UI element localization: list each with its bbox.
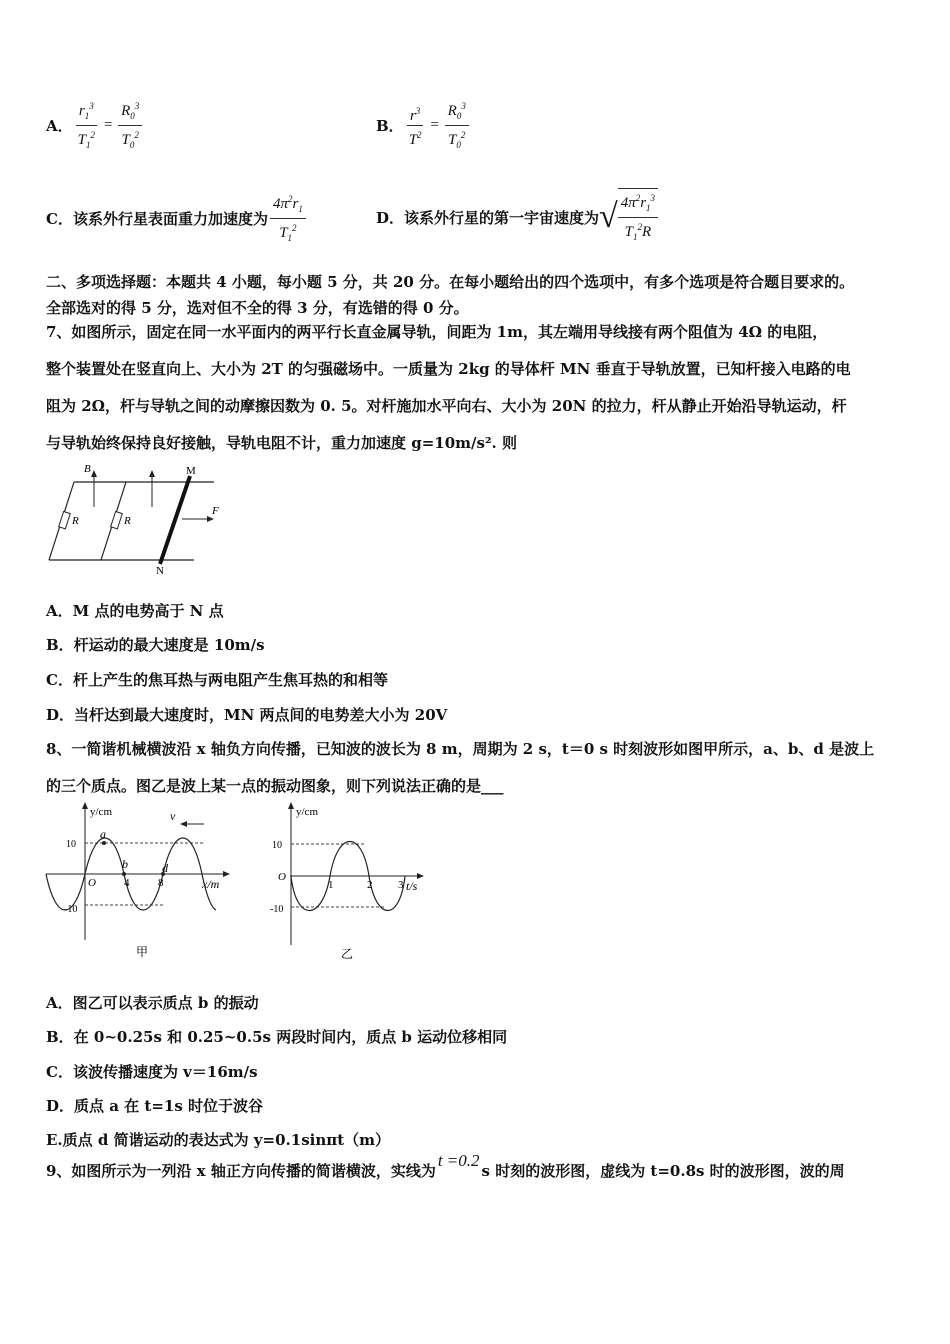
yi-t-arrowhead bbox=[417, 873, 424, 879]
jia-point-b bbox=[122, 872, 126, 876]
jia-x-label: x/m bbox=[202, 877, 220, 891]
q7-m-label: M bbox=[186, 465, 196, 477]
jia-v-label: v bbox=[170, 809, 176, 823]
q7-line2: 整个装置处在竖直向上、大小为 2T 的匀强磁场中。一质量为 2kg 的导体杆 MN 垂直于导轨放置，已知杆接入电路的电 bbox=[46, 360, 851, 378]
q7-r2-label: R bbox=[124, 515, 131, 527]
q6-option-b-formula: $\frac{r^3}{T^2}$ = $\frac{R_0^3}{T_0^2}$ bbox=[404, 97, 471, 154]
section2-line1: 二、多项选择题：本题共 4 小题，每小题 5 分，共 20 分。在每小题给出的四个选项中，有多个选项是符合题目要求的。 bbox=[46, 273, 855, 291]
q6-option-c-label: C．该系外行星表面重力加速度为 bbox=[46, 209, 268, 228]
q6-option-a-formula: $\frac{r_1^3}{T_1^2}$ = $\frac{R_0^3}{T_0^2}$ bbox=[73, 97, 145, 154]
yi-t1-label: 1 bbox=[328, 879, 334, 891]
yi-y-top: 10 bbox=[272, 840, 282, 851]
q8-line2: 的三个质点。图乙是波上某一点的振动图象，则下列说法正确的是___ bbox=[46, 777, 504, 795]
yi-t-label: t/s bbox=[406, 879, 418, 893]
q8-vibration-graph-yi bbox=[264, 800, 434, 965]
q8-option-b[interactable]: B．在 0~0.25s 和 0.25~0.5s 两段时间内，质点 b 运动位移相同 bbox=[46, 1028, 508, 1046]
q7-line4: 与导轨始终保持良好接触，导轨电阻不计，重力加速度 g=10m/s². 则 bbox=[46, 434, 517, 452]
jia-origin: O bbox=[88, 877, 96, 889]
q6-option-a[interactable] bbox=[46, 100, 144, 150]
jia-y-arrowhead bbox=[82, 802, 88, 809]
yi-y-bot: -10 bbox=[270, 904, 284, 915]
q9-t-expr: t =0.2 bbox=[437, 1151, 480, 1170]
q7-line3: 阻为 2Ω，杆与导轨之间的动摩擦因数为 0. 5。对杆施加水平向右、大小为 20N 的拉力，杆从静止开始沿导轨运动，杆 bbox=[46, 397, 847, 415]
q8-option-d[interactable]: D．质点 a 在 t=1s 时位于波谷 bbox=[46, 1097, 263, 1115]
q8-line1: 8、一简谐机械横波沿 x 轴负方向传播，已知波的波长为 8 m，周期为 2 s，t＝0 s 时刻波形如图甲所示，a、b、d 是波上 bbox=[46, 740, 875, 758]
q7-option-d[interactable]: D．当杆达到最大速度时，MN 两点间的电势差大小为 20V bbox=[46, 706, 448, 724]
q7-option-c[interactable]: C．杆上产生的焦耳热与两电阻产生焦耳热的和相等 bbox=[46, 671, 388, 689]
q7-rail-diagram bbox=[44, 462, 224, 577]
jia-point-a bbox=[102, 841, 106, 845]
jia-d-label: d bbox=[162, 861, 168, 875]
yi-t3-label: 3 bbox=[398, 879, 404, 891]
yi-origin: O bbox=[278, 871, 286, 883]
q7-b-label: B bbox=[84, 463, 91, 475]
q7-f-label: F bbox=[212, 505, 219, 517]
q7-b-arrowhead-2 bbox=[149, 470, 155, 477]
q6-option-d-label: D．该系外行星的第一宇宙速度为 bbox=[376, 208, 600, 227]
yi-t2-label: 2 bbox=[367, 879, 373, 891]
q7-n-label: N bbox=[156, 565, 164, 577]
jia-b-label: b bbox=[122, 857, 128, 871]
q6-option-b[interactable] bbox=[376, 100, 471, 150]
jia-x8-label: 8 bbox=[158, 877, 164, 889]
q9-line1 bbox=[46, 1151, 845, 1185]
q7-rod-mn bbox=[160, 476, 190, 564]
jia-x-arrowhead bbox=[223, 871, 230, 877]
q7-option-a[interactable]: A．M 点的电势高于 N 点 bbox=[46, 602, 224, 620]
jia-x4-label: 4 bbox=[124, 877, 130, 889]
q7-resistor-2 bbox=[111, 511, 123, 528]
q8-option-e[interactable]: E.质点 d 简谐运动的表达式为 y=0.1sinπt（m） bbox=[46, 1131, 391, 1149]
q7-option-b[interactable]: B．杆运动的最大速度是 10m/s bbox=[46, 636, 265, 654]
q9-part2: s 时刻的波形图，虚线为 t=0.8s 时的波形图，波的周 bbox=[481, 1162, 845, 1180]
jia-v-arrowhead bbox=[180, 821, 187, 827]
q7-line1: 7、如图所示，固定在同一水平面内的两平行长直金属导轨，间距为 1m，其左端用导线接有两个阻值为 4Ω 的电阻， bbox=[46, 323, 828, 341]
yi-caption: 乙 bbox=[341, 947, 354, 961]
q6-option-c-formula: $\frac{4\pi^2r_1}{T_1^2}$ bbox=[268, 190, 308, 247]
jia-y-top: 10 bbox=[66, 839, 76, 850]
jia-y-label: y/cm bbox=[90, 806, 112, 818]
q6-option-d[interactable] bbox=[376, 190, 660, 244]
jia-a-label: a bbox=[100, 827, 106, 841]
q8-option-c[interactable]: C．该波传播速度为 v＝16m/s bbox=[46, 1063, 258, 1081]
q7-b-arrowhead-1 bbox=[91, 470, 97, 477]
jia-caption: 甲 bbox=[136, 945, 149, 959]
yi-y-label: y/cm bbox=[296, 806, 318, 818]
q6-option-c[interactable] bbox=[46, 192, 308, 244]
q6-option-b-label: B． bbox=[376, 116, 404, 135]
q9-part1: 9、如图所示为一列沿 x 轴正方向传播的简谐横波，实线为 bbox=[46, 1162, 436, 1180]
q7-r1-label: R bbox=[72, 515, 79, 527]
q6-option-d-formula: √ $\frac{4\pi^2r_1^3}{T_1^2R}$ bbox=[599, 188, 660, 246]
q8-option-a[interactable]: A．图乙可以表示质点 b 的振动 bbox=[46, 994, 259, 1012]
q7-resistor-1 bbox=[59, 511, 71, 528]
jia-y-bot: -10 bbox=[64, 904, 78, 915]
yi-y-arrowhead bbox=[288, 802, 294, 809]
section2-line2: 全部选对的得 5 分，选对但不全的得 3 分，有选错的得 0 分。 bbox=[46, 299, 469, 317]
q6-option-a-label: A． bbox=[46, 116, 73, 135]
q8-wave-graph-jia bbox=[44, 800, 244, 965]
